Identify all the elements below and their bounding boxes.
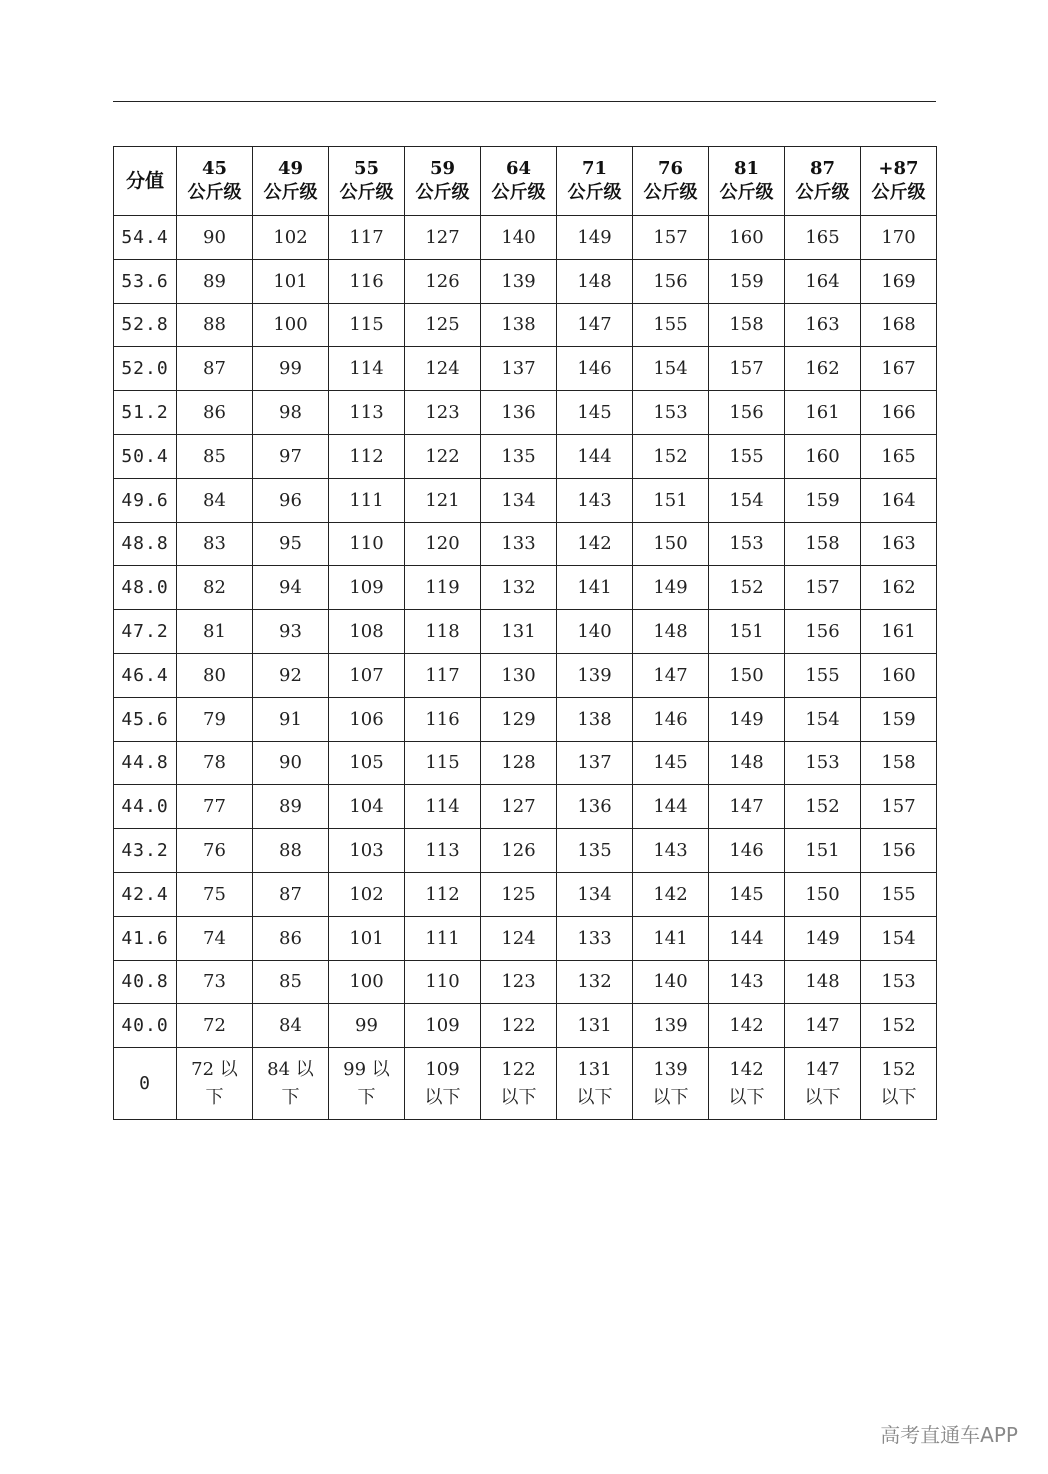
table-cell: 126 (481, 829, 557, 873)
threshold-text: 147 以下 (804, 1058, 841, 1108)
table-cell: 142 (633, 872, 709, 916)
table-cell: 85 (253, 960, 329, 1004)
table-cell: 95 (253, 522, 329, 566)
table-cell: 83 (177, 522, 253, 566)
table-cell: 162 (785, 347, 861, 391)
table-cell: 132 (481, 566, 557, 610)
table-cell: 153 (633, 391, 709, 435)
table-cell: 146 (709, 829, 785, 873)
table-body (114, 216, 937, 1120)
table-cell: 87 (253, 872, 329, 916)
table-cell: 141 (557, 566, 633, 610)
table-cell: 92 (253, 653, 329, 697)
table-cell: 109 (329, 566, 405, 610)
table-cell: 108 (329, 610, 405, 654)
table-cell: 151 (633, 478, 709, 522)
table-cell: 97 (253, 434, 329, 478)
weight-column-header: 71 公斤级 (557, 147, 633, 216)
table-cell: 99 (253, 347, 329, 391)
score-cell: 41.6 (114, 916, 177, 960)
table-cell: 125 (481, 872, 557, 916)
table-cell: 76 (177, 829, 253, 873)
table-row (114, 1048, 937, 1120)
table-cell (329, 1048, 405, 1120)
table-cell: 148 (633, 610, 709, 654)
table-cell: 143 (557, 478, 633, 522)
table-cell: 137 (481, 347, 557, 391)
table-cell: 89 (177, 259, 253, 303)
table-cell: 149 (709, 697, 785, 741)
table-cell: 114 (405, 785, 481, 829)
table-cell: 111 (329, 478, 405, 522)
table-cell: 122 (405, 434, 481, 478)
table-cell: 147 (709, 785, 785, 829)
table-row (114, 216, 937, 260)
table-cell: 113 (405, 829, 481, 873)
table-cell: 110 (405, 960, 481, 1004)
table-cell (633, 1048, 709, 1120)
table-cell: 140 (481, 216, 557, 260)
table-cell: 134 (481, 478, 557, 522)
table-cell: 112 (329, 434, 405, 478)
table-cell: 127 (481, 785, 557, 829)
table-cell: 163 (785, 303, 861, 347)
table-row (114, 1004, 937, 1048)
table-cell: 154 (861, 916, 937, 960)
table-cell: 116 (329, 259, 405, 303)
table-cell: 121 (405, 478, 481, 522)
table-cell: 101 (253, 259, 329, 303)
table-cell: 88 (253, 829, 329, 873)
table-cell: 159 (861, 697, 937, 741)
table-cell: 151 (785, 829, 861, 873)
table-cell: 93 (253, 610, 329, 654)
table-cell: 155 (785, 653, 861, 697)
table-cell: 88 (177, 303, 253, 347)
table-cell: 159 (709, 259, 785, 303)
table-cell: 168 (861, 303, 937, 347)
table-cell: 102 (253, 216, 329, 260)
table-cell: 150 (785, 872, 861, 916)
table-cell: 75 (177, 872, 253, 916)
table-cell: 148 (709, 741, 785, 785)
table-cell: 118 (405, 610, 481, 654)
table-header-row (114, 147, 937, 216)
table-cell: 153 (709, 522, 785, 566)
table-row (114, 478, 937, 522)
table-cell: 151 (709, 610, 785, 654)
table-cell: 143 (709, 960, 785, 1004)
table-cell: 160 (785, 434, 861, 478)
table-cell: 145 (557, 391, 633, 435)
table-cell: 77 (177, 785, 253, 829)
table-cell: 90 (253, 741, 329, 785)
table-cell: 130 (481, 653, 557, 697)
score-cell: 49.6 (114, 478, 177, 522)
table-cell: 160 (861, 653, 937, 697)
table-cell: 139 (557, 653, 633, 697)
table-cell: 87 (177, 347, 253, 391)
score-cell: 43.2 (114, 829, 177, 873)
table-cell: 119 (405, 566, 481, 610)
table-cell: 115 (405, 741, 481, 785)
table-cell: 166 (861, 391, 937, 435)
table-cell: 157 (633, 216, 709, 260)
table-cell: 162 (861, 566, 937, 610)
table-cell: 84 (177, 478, 253, 522)
table-cell (861, 1048, 937, 1120)
table-cell: 111 (405, 916, 481, 960)
score-cell: 48.8 (114, 522, 177, 566)
header-rule (113, 101, 936, 102)
table-cell: 160 (709, 216, 785, 260)
score-cell: 51.2 (114, 391, 177, 435)
table-cell: 146 (633, 697, 709, 741)
table-cell: 86 (253, 916, 329, 960)
table-cell: 138 (557, 697, 633, 741)
table-cell: 113 (329, 391, 405, 435)
table-cell: 161 (861, 610, 937, 654)
table-cell: 164 (785, 259, 861, 303)
table-cell (557, 1048, 633, 1120)
table-row (114, 916, 937, 960)
table-cell: 156 (633, 259, 709, 303)
table-row (114, 566, 937, 610)
table-cell: 94 (253, 566, 329, 610)
table-cell (177, 1048, 253, 1120)
table-cell: 98 (253, 391, 329, 435)
table-cell: 169 (861, 259, 937, 303)
table-cell: 135 (481, 434, 557, 478)
score-cell: 46.4 (114, 653, 177, 697)
table-cell: 165 (861, 434, 937, 478)
table-cell: 147 (557, 303, 633, 347)
table-cell: 159 (785, 478, 861, 522)
table-cell: 91 (253, 697, 329, 741)
weight-column-header: 76 公斤级 (633, 147, 709, 216)
table-row (114, 434, 937, 478)
table-cell: 156 (785, 610, 861, 654)
threshold-text: 131 以下 (576, 1058, 613, 1108)
table-cell: 114 (329, 347, 405, 391)
table-cell: 122 (481, 1004, 557, 1048)
table-row (114, 522, 937, 566)
table-row (114, 303, 937, 347)
table-cell: 89 (253, 785, 329, 829)
table-cell: 74 (177, 916, 253, 960)
score-cell: 52.8 (114, 303, 177, 347)
weight-column-header: +87 公斤级 (861, 147, 937, 216)
table-cell: 154 (633, 347, 709, 391)
table-cell: 123 (405, 391, 481, 435)
table-cell: 109 (405, 1004, 481, 1048)
table-cell: 146 (557, 347, 633, 391)
table-cell: 144 (633, 785, 709, 829)
table-cell: 158 (861, 741, 937, 785)
table-cell: 81 (177, 610, 253, 654)
table-row (114, 960, 937, 1004)
table-cell: 115 (329, 303, 405, 347)
table-cell: 100 (329, 960, 405, 1004)
table-cell: 161 (785, 391, 861, 435)
table-cell: 124 (405, 347, 481, 391)
table-cell: 149 (785, 916, 861, 960)
table-cell: 145 (709, 872, 785, 916)
table-cell: 155 (633, 303, 709, 347)
table-cell: 163 (861, 522, 937, 566)
table-cell (709, 1048, 785, 1120)
table-cell: 136 (481, 391, 557, 435)
table-cell: 110 (329, 522, 405, 566)
threshold-text: 72 以下 (191, 1058, 238, 1108)
score-cell: 44.0 (114, 785, 177, 829)
table-cell: 157 (785, 566, 861, 610)
table-cell: 103 (329, 829, 405, 873)
table-cell: 123 (481, 960, 557, 1004)
score-cell: 53.6 (114, 259, 177, 303)
table-cell: 154 (709, 478, 785, 522)
table-cell: 117 (329, 216, 405, 260)
watermark: 高考直通车APP (880, 1423, 1018, 1447)
table-cell (481, 1048, 557, 1120)
score-cell: 52.0 (114, 347, 177, 391)
table-cell: 135 (557, 829, 633, 873)
table-cell: 164 (861, 478, 937, 522)
table-row (114, 829, 937, 873)
table-row (114, 391, 937, 435)
table-cell: 170 (861, 216, 937, 260)
table-cell: 84 (253, 1004, 329, 1048)
table-cell: 152 (861, 1004, 937, 1048)
table-row (114, 347, 937, 391)
table-cell: 104 (329, 785, 405, 829)
table-cell: 120 (405, 522, 481, 566)
table-cell: 102 (329, 872, 405, 916)
table-cell: 156 (861, 829, 937, 873)
table-cell: 105 (329, 741, 405, 785)
table-cell (785, 1048, 861, 1120)
table-cell: 139 (481, 259, 557, 303)
table-cell: 152 (785, 785, 861, 829)
table-cell: 157 (709, 347, 785, 391)
table-cell: 107 (329, 653, 405, 697)
score-cell: 42.4 (114, 872, 177, 916)
table-cell: 79 (177, 697, 253, 741)
table-cell: 140 (633, 960, 709, 1004)
table-cell: 131 (481, 610, 557, 654)
score-cell: 44.8 (114, 741, 177, 785)
score-cell: 47.2 (114, 610, 177, 654)
table-cell: 145 (633, 741, 709, 785)
table-cell: 155 (709, 434, 785, 478)
table-cell: 148 (785, 960, 861, 1004)
table-cell: 73 (177, 960, 253, 1004)
score-cell: 50.4 (114, 434, 177, 478)
table-cell: 128 (481, 741, 557, 785)
threshold-text: 122 以下 (500, 1058, 537, 1108)
weight-column-header: 55 公斤级 (329, 147, 405, 216)
table-cell: 154 (785, 697, 861, 741)
table-row (114, 610, 937, 654)
table-cell: 158 (709, 303, 785, 347)
table-cell: 148 (557, 259, 633, 303)
table-cell: 100 (253, 303, 329, 347)
table-row (114, 872, 937, 916)
table-cell: 149 (557, 216, 633, 260)
score-cell: 40.0 (114, 1004, 177, 1048)
score-cell: 54.4 (114, 216, 177, 260)
table-cell: 112 (405, 872, 481, 916)
table-cell: 86 (177, 391, 253, 435)
threshold-text: 99 以下 (343, 1058, 390, 1108)
table-cell: 139 (633, 1004, 709, 1048)
threshold-text: 152 以下 (880, 1058, 917, 1108)
table-cell: 150 (633, 522, 709, 566)
table-cell: 96 (253, 478, 329, 522)
table-cell: 78 (177, 741, 253, 785)
table-cell: 117 (405, 653, 481, 697)
table-cell: 133 (481, 522, 557, 566)
weight-column-header: 45 公斤级 (177, 147, 253, 216)
score-cell: 0 (114, 1048, 177, 1120)
table-cell: 106 (329, 697, 405, 741)
table-cell: 152 (709, 566, 785, 610)
table-row (114, 785, 937, 829)
table-cell: 153 (861, 960, 937, 1004)
table-row (114, 697, 937, 741)
table-cell: 132 (557, 960, 633, 1004)
table-cell: 136 (557, 785, 633, 829)
score-table (113, 146, 937, 1120)
table-cell: 157 (861, 785, 937, 829)
table-cell: 152 (633, 434, 709, 478)
table-cell: 153 (785, 741, 861, 785)
score-cell: 45.6 (114, 697, 177, 741)
weight-column-header: 64 公斤级 (481, 147, 557, 216)
weight-column-header: 87 公斤级 (785, 147, 861, 216)
table-cell: 133 (557, 916, 633, 960)
table-cell: 144 (557, 434, 633, 478)
table-cell: 143 (633, 829, 709, 873)
weight-column-header: 49 公斤级 (253, 147, 329, 216)
table-cell: 116 (405, 697, 481, 741)
table-cell: 141 (633, 916, 709, 960)
table-cell: 126 (405, 259, 481, 303)
table-cell: 125 (405, 303, 481, 347)
threshold-text: 84 以下 (267, 1058, 314, 1108)
table-row (114, 653, 937, 697)
table-cell: 131 (557, 1004, 633, 1048)
score-column-header: 分值 (114, 147, 177, 216)
table-cell: 147 (633, 653, 709, 697)
table-cell: 101 (329, 916, 405, 960)
table-cell: 134 (557, 872, 633, 916)
table-cell (405, 1048, 481, 1120)
table-cell: 80 (177, 653, 253, 697)
table-cell: 165 (785, 216, 861, 260)
table-cell: 99 (329, 1004, 405, 1048)
table-cell: 158 (785, 522, 861, 566)
table-cell: 156 (709, 391, 785, 435)
table-cell: 140 (557, 610, 633, 654)
table-cell: 72 (177, 1004, 253, 1048)
table-cell (253, 1048, 329, 1120)
table-cell: 127 (405, 216, 481, 260)
score-cell: 40.8 (114, 960, 177, 1004)
table-cell: 155 (861, 872, 937, 916)
table-cell: 147 (785, 1004, 861, 1048)
table-cell: 137 (557, 741, 633, 785)
table-cell: 150 (709, 653, 785, 697)
table-cell: 167 (861, 347, 937, 391)
table-cell: 142 (709, 1004, 785, 1048)
table-row (114, 741, 937, 785)
threshold-text: 142 以下 (728, 1058, 765, 1108)
table-cell: 85 (177, 434, 253, 478)
threshold-text: 109 以下 (424, 1058, 461, 1108)
table-cell: 82 (177, 566, 253, 610)
table-cell: 142 (557, 522, 633, 566)
threshold-text: 139 以下 (652, 1058, 689, 1108)
table-cell: 138 (481, 303, 557, 347)
weight-column-header: 59 公斤级 (405, 147, 481, 216)
score-cell: 48.0 (114, 566, 177, 610)
table-cell: 124 (481, 916, 557, 960)
table-cell: 90 (177, 216, 253, 260)
weight-column-header: 81 公斤级 (709, 147, 785, 216)
table-cell: 144 (709, 916, 785, 960)
table-cell: 149 (633, 566, 709, 610)
table-cell: 129 (481, 697, 557, 741)
table-row (114, 259, 937, 303)
